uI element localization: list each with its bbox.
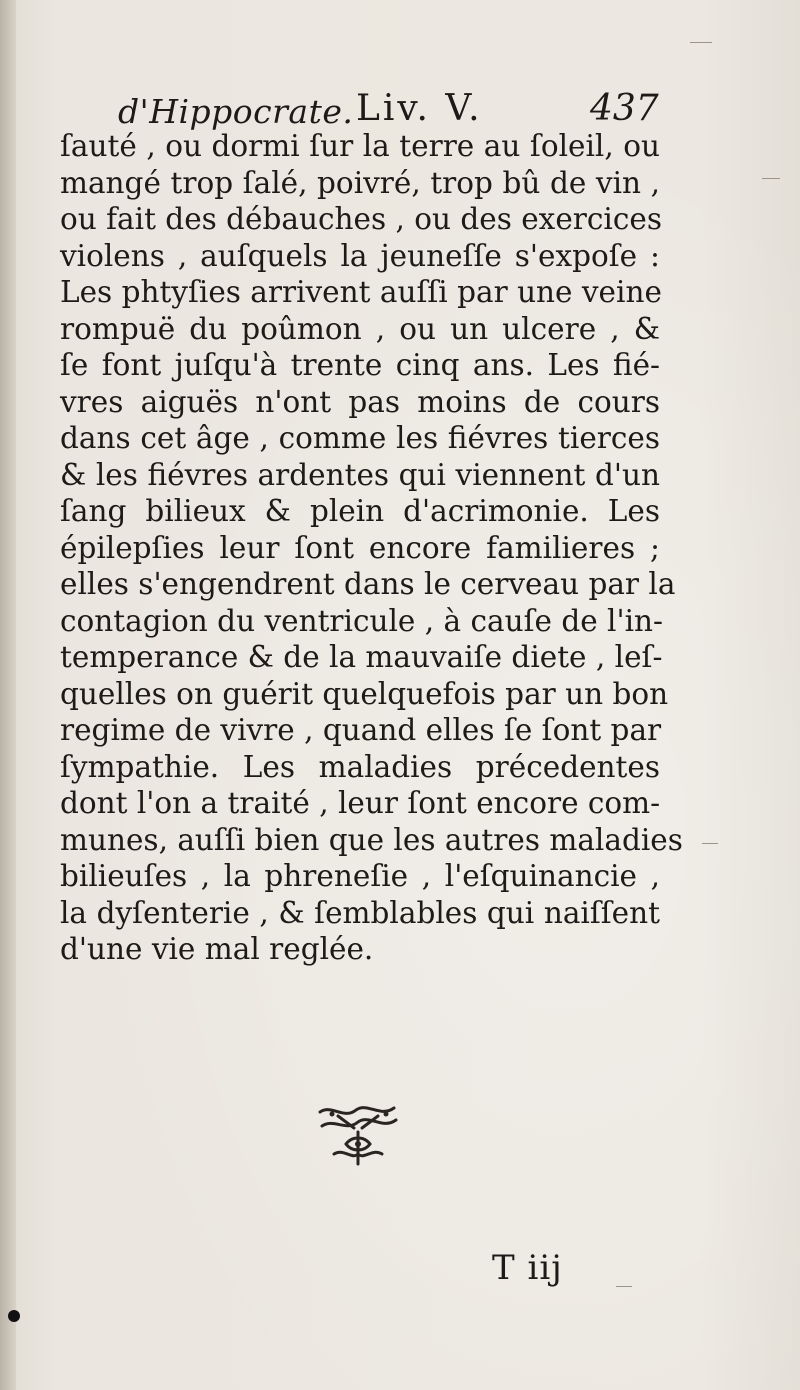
text-line: ſympathie. Les maladies précedentes	[60, 749, 660, 784]
text-line: vres aiguës n'ont pas moins de cours	[60, 384, 660, 419]
text-line: ſang bilieux & plein d'acrimonie. Les	[60, 494, 660, 528]
signature-mark: T iij	[492, 1248, 563, 1288]
text-line: rompuë du poûmon , ou un ulcere , &	[60, 311, 660, 346]
text-line: dont l'on a traité , leur ſont encore com-	[60, 786, 661, 820]
text-line: dans cet âge , comme les fiévres tierces	[60, 421, 660, 455]
text-line: temperance & de la mauvaiſe diete , leſ-	[60, 640, 663, 674]
text-line: la dyſenterie , & ſemblables qui naiſſent	[60, 895, 660, 930]
text-line: épilepſies leur ſont encore familieres ;	[60, 530, 660, 565]
text-line: regime de vivre , quand elles ſe ſont par	[60, 713, 662, 747]
binding-gutter	[0, 0, 16, 1390]
page-number: 437	[590, 88, 659, 129]
text-line: & les fiévres ardentes qui viennent d'un	[60, 457, 660, 492]
text-line: violens , auſquels la jeuneſſe s'expoſe :	[60, 238, 660, 273]
text-line: quelles on guérit quelquefois par un bon	[60, 676, 669, 711]
text-line: ſauté , ou dormi ſur la terre au ſoleil, ou	[60, 129, 660, 163]
text-line: mangé trop ſalé, poivré, trop bû de vin ,	[60, 165, 660, 200]
text-line: d'une vie mal reglée.	[60, 932, 374, 966]
printers-flower-ornament-icon	[308, 1098, 408, 1178]
text-line: ou fait des débauches , ou des exercices	[60, 202, 662, 236]
text-line: ſe font juſqu'à trente cinq ans. Les fié-	[60, 348, 660, 382]
body-text	[60, 128, 683, 968]
text-line: Les phtyſies arrivent auſſi par une veine	[60, 275, 662, 309]
text-line: contagion du ventricule , à cauſe de l'in-	[60, 603, 663, 638]
book-reference: Liv. V.	[356, 88, 483, 129]
text-line: bilieuſes , la phreneſie , l'eſquinancie ,	[60, 859, 660, 893]
text-line: elles s'engendrent dans le cerveau par la	[60, 567, 676, 601]
ink-spot	[8, 1310, 20, 1322]
running-title: d'Hippocrate.	[118, 92, 354, 131]
paper-mark	[762, 178, 780, 179]
paper-mark	[690, 42, 712, 43]
paper-mark	[616, 1286, 632, 1287]
text-line: munes, auſſi bien que les autres maladies	[60, 822, 683, 857]
paper-mark	[702, 843, 718, 844]
